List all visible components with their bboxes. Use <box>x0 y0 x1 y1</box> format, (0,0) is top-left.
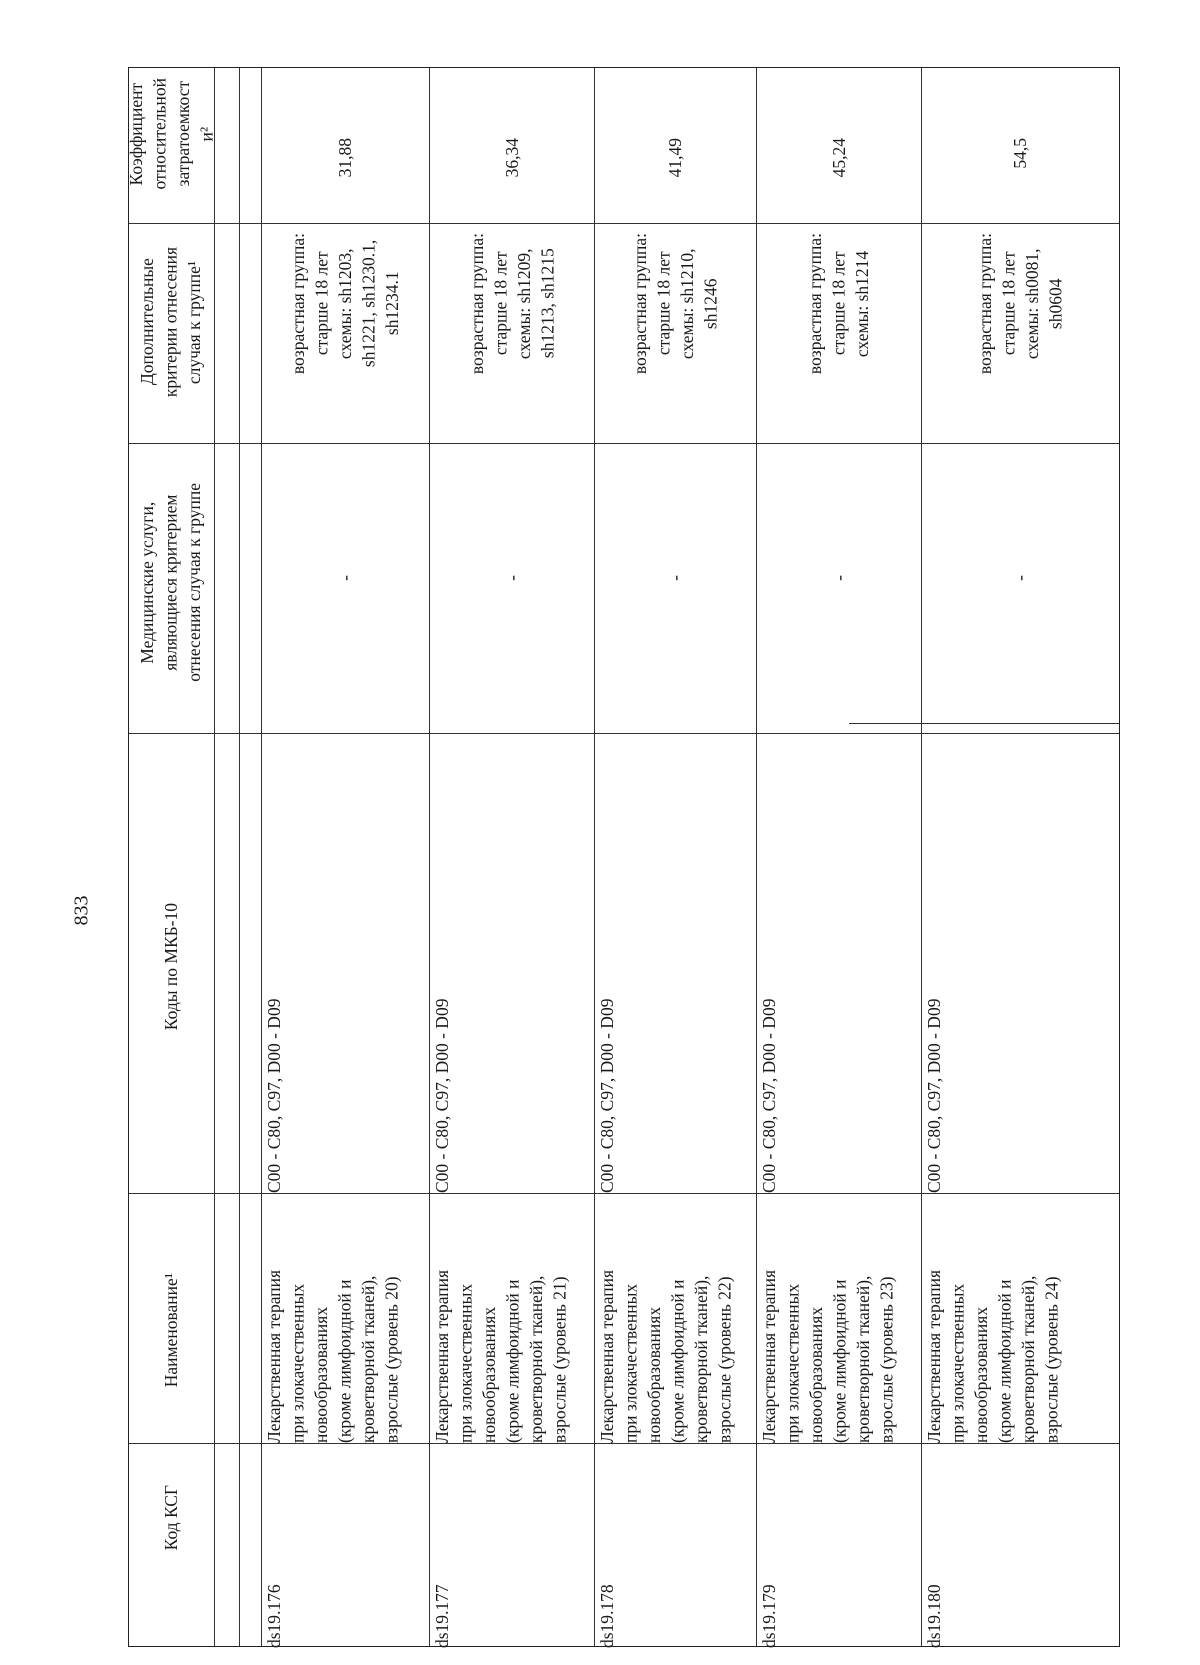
grid-line <box>239 68 240 1646</box>
row-5-services: - <box>1010 575 1031 581</box>
grid-line <box>921 68 922 1646</box>
row-1-code: ds19.176 <box>264 1584 284 1648</box>
row-3-services: - <box>665 575 686 581</box>
row-2-criteria: возрастная группа: старше 18 лет схемы: sh1209, sh1213, sh1215 <box>466 233 557 375</box>
header-medical-services: Медицинские услуги, являющиеся критерием отнесения случая к группе <box>137 483 205 682</box>
row-3-coefficient: 41,49 <box>665 138 686 178</box>
grid-line <box>594 68 595 1646</box>
row-4-code: ds19.179 <box>759 1584 779 1648</box>
row-4-criteria: возрастная группа: старше 18 лет схемы: sh1214 <box>805 233 873 375</box>
row-1-name: Лекарственная терапия при злокачественных новообразованиях (кроме лимфоидной и кроветворной тканей), взрослые (уровень 20) <box>264 1269 402 1443</box>
row-5-name: Лекарственная терапия при злокачественных новообразованиях (кроме лимфоидной и кроветворной тканей), взрослые (уровень 24) <box>924 1269 1062 1443</box>
row-4-icd: C00 - C80, C97, D00 - D09 <box>759 998 779 1193</box>
row-2-code: ds19.177 <box>432 1584 452 1648</box>
row-3-code: ds19.178 <box>597 1584 617 1648</box>
header-ksg-code: Код КСГ <box>160 1485 181 1551</box>
row-1-coefficient: 31,88 <box>335 138 356 178</box>
grid-line <box>429 68 430 1646</box>
row-4-services: - <box>828 575 849 581</box>
row-2-coefficient: 36,34 <box>501 138 522 178</box>
row-3-criteria: возрастная группа: старше 18 лет схемы: sh1210, sh1246 <box>630 233 721 375</box>
row-2-services: - <box>501 575 522 581</box>
row-2-icd: C00 - C80, C97, D00 - D09 <box>432 998 452 1193</box>
row-3-name: Лекарственная терапия при злокачественных новообразованиях (кроме лимфоидной и кроветворной тканей), взрослые (уровень 22) <box>597 1269 735 1443</box>
row-1-services: - <box>335 575 356 581</box>
row-4-name: Лекарственная терапия при злокачественных новообразованиях (кроме лимфоидной и кроветворной тканей), взрослые (уровень 23) <box>759 1269 897 1443</box>
row-4-coefficient: 45,24 <box>828 138 849 178</box>
header-additional-criteria: Дополнительные критерии отнесения случая к группе¹ <box>137 247 205 398</box>
row-1-icd: C00 - C80, C97, D00 - D09 <box>264 998 284 1193</box>
row-5-code: ds19.180 <box>924 1584 944 1648</box>
grid-line <box>756 68 757 1646</box>
ksg-table <box>125 67 1120 1648</box>
row-5-icd: C00 - C80, C97, D00 - D09 <box>924 998 944 1193</box>
row-5-criteria: возрастная группа: старше 18 лет схемы: sh0081, sh0604 <box>975 233 1066 375</box>
page-number: 833 <box>70 895 93 925</box>
header-name: Наименование¹ <box>160 1273 181 1388</box>
row-5-coefficient: 54,5 <box>1010 138 1031 169</box>
header-icd-codes: Коды по МКБ-10 <box>160 903 181 1031</box>
grid-line <box>214 68 215 1646</box>
header-coefficient: Коэффициент относительной затратоемкост и² <box>125 78 216 190</box>
row-1-criteria: возрастная группа: старше 18 лет схемы: sh1203, sh1221, sh1230.1, sh1234.1 <box>288 233 403 375</box>
grid-line <box>261 68 262 1646</box>
row-3-icd: C00 - C80, C97, D00 - D09 <box>597 998 617 1193</box>
row-2-name: Лекарственная терапия при злокачественных новообразованиях (кроме лимфоидной и кроветворной тканей), взрослые (уровень 21) <box>432 1269 570 1443</box>
